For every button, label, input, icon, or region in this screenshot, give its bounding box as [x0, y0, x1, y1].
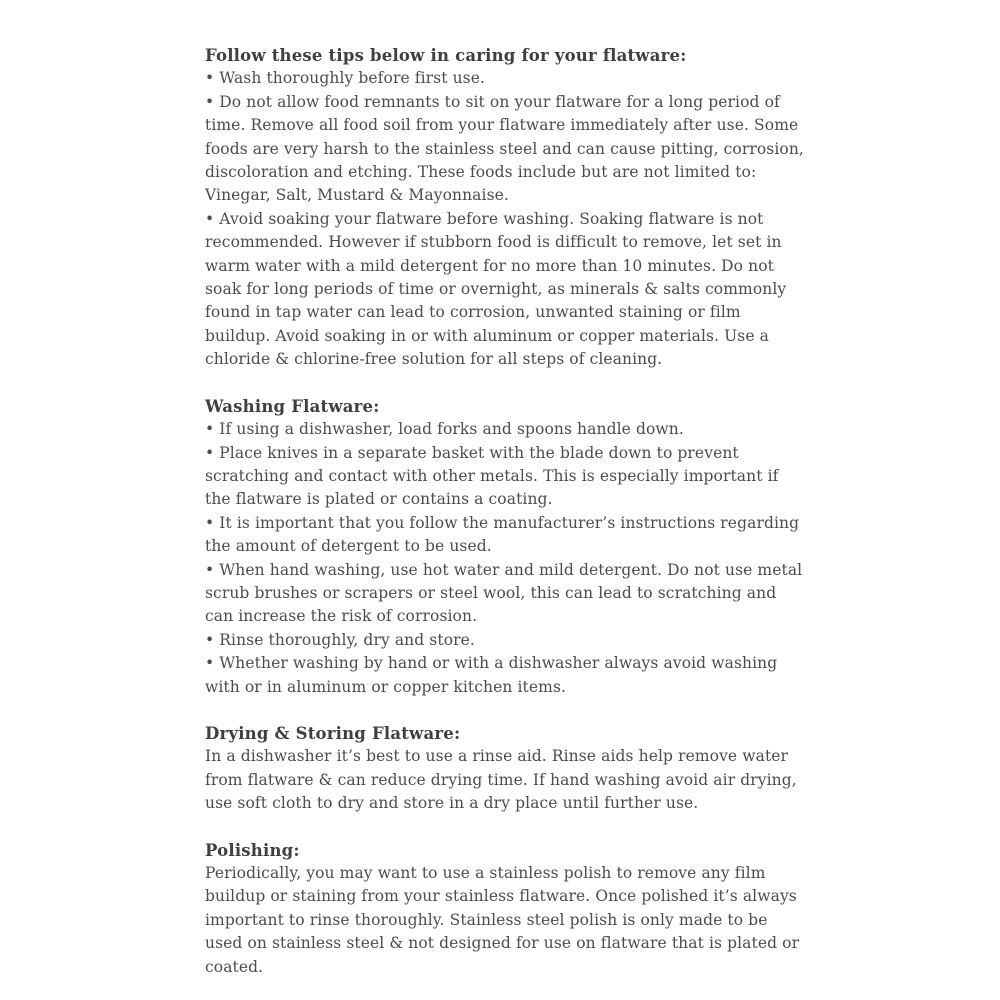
- section-heading: Washing Flatware:: [205, 396, 380, 416]
- care-section: [205, 722, 806, 816]
- bullet-item: [205, 208, 806, 372]
- bullet-text: Rinse thoroughly, dry and store.: [214, 630, 475, 649]
- bullet-icon: •: [205, 443, 215, 462]
- bullet-text: Wash thoroughly before first use.: [214, 69, 486, 88]
- bullet-icon: •: [205, 92, 215, 111]
- bullet-text: Place knives in a separate basket with the blade down to prevent scratching and contact with other metals. This is especially important if the flatware is plated or contains a coating.: [205, 443, 779, 509]
- bullet-text: Whether washing by hand or with a dishwasher always avoid washing with or in aluminum or copper kitchen items.: [205, 654, 778, 696]
- bullet-icon: •: [205, 654, 215, 673]
- care-instructions-document: [205, 44, 806, 979]
- bullet-icon: •: [205, 513, 215, 532]
- bullet-text: Do not allow food remnants to sit on your flatware for a long period of time. Remove all food soil from your flatware immediately after use. Some foods are very harsh to the stainless steel and can cause pitting, corrosion, discoloration and etching. These foods include but are not limited to: Vinegar, Salt, Mustard & Mayonnaise.: [205, 92, 804, 205]
- section-heading: Drying & Storing Flatware:: [205, 723, 461, 743]
- care-section: [205, 395, 806, 699]
- bullet-item: [205, 91, 806, 208]
- care-section: [205, 839, 806, 979]
- bullet-text: It is important that you follow the manufacturer’s instructions regarding the amount of detergent to be used.: [205, 513, 800, 556]
- section-heading: Follow these tips below in caring for your flatware:: [205, 46, 687, 65]
- bullet-icon: •: [205, 420, 215, 439]
- bullet-item: [205, 512, 806, 559]
- bullet-icon: •: [205, 560, 215, 579]
- bullet-icon: •: [205, 69, 215, 88]
- bullet-text: When hand washing, use hot water and mild detergent. Do not use metal scrub brushes or scrapers or steel wool, this can lead to scratching and can increase the risk of corrosion.: [205, 560, 803, 626]
- bullet-item: [205, 652, 806, 699]
- section-heading: Polishing:: [205, 840, 300, 860]
- bullet-text: If using a dishwasher, load forks and spoons handle down.: [214, 420, 684, 439]
- bullet-item: [205, 67, 806, 90]
- bullet-icon: •: [205, 630, 215, 649]
- bullet-item: [205, 418, 806, 441]
- bullet-item: [205, 629, 806, 652]
- bullet-item: [205, 559, 806, 629]
- section-paragraph: Periodically, you may want to use a stainless polish to remove any film buildup or staining from your stainless flatware. Once polished it’s always important to rinse thoroughly. Stainless steel polish is only made to be used on stainless steel & not designed for use on flatware that is plated or coated.: [205, 864, 800, 976]
- bullet-text: Avoid soaking your flatware before washing. Soaking flatware is not recommended. However if stubborn food is difficult to remove, let set in warm water with a mild detergent for no more than 10 minutes. Do not soak for long periods of time or overnight, as minerals & salts commonly found in tap water can lead to corrosion, unwanted staining or film buildup. Avoid soaking in or with aluminum or copper materials. Use a chloride & chlorine-free solution for all steps of cleaning.: [205, 209, 787, 369]
- bullet-item: [205, 442, 806, 512]
- bullet-icon: •: [205, 209, 215, 228]
- section-paragraph: In a dishwasher it’s best to use a rinse aid. Rinse aids help remove water from flatware & can reduce drying time. If hand washing avoid air drying, use soft cloth to dry and store in a dry place until further use.: [205, 747, 797, 813]
- care-section: [205, 44, 806, 372]
